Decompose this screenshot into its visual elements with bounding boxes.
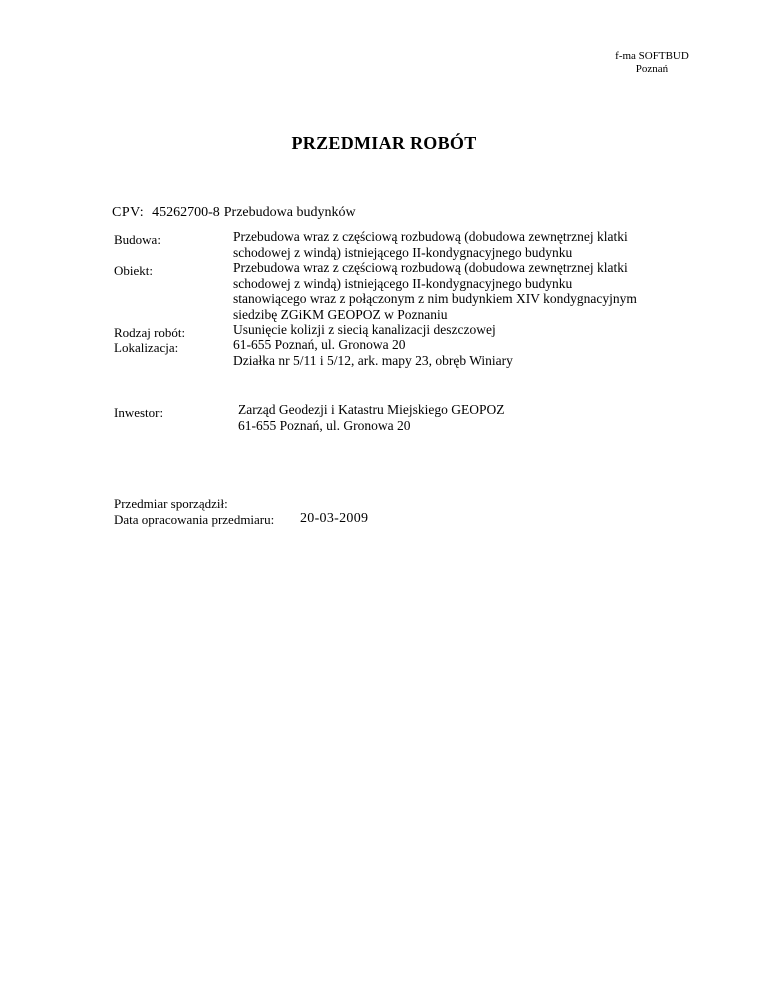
date-label: Data opracowania przedmiaru: xyxy=(114,512,275,527)
inwestor-line: 61-655 Poznań, ul. Gronowa 20 xyxy=(238,418,411,433)
budowa-label: Budowa: xyxy=(114,232,161,247)
cpv-row xyxy=(112,205,356,221)
lokalizacja-line: 61-655 Poznań, ul. Gronowa 20 xyxy=(233,337,406,352)
obiekt-line: stanowiącego wraz z połączonym z nim budynkiem XIV kondygnacyjnym xyxy=(233,291,637,306)
budowa-line: Przebudowa wraz z częściową rozbudową (dobudowa zewnętrznej klatki xyxy=(233,229,628,244)
obiekt-line: Przebudowa wraz z częściową rozbudową (dobudowa zewnętrznej klatki xyxy=(233,260,628,275)
obiekt-line: siedzibę ZGiKM GEOPOZ w Poznaniu xyxy=(233,306,448,322)
rodzaj-label: Rodzaj robót: xyxy=(114,325,186,340)
obiekt-label: Obiekt: xyxy=(114,263,153,278)
cpv-label: CPV: xyxy=(112,205,145,220)
inwestor-line: Zarząd Geodezji i Katastru Miejskiego GEOPOZ xyxy=(238,402,505,417)
firm-header xyxy=(582,50,722,76)
cpv-code: 45262700-8 xyxy=(152,205,220,220)
budowa-value xyxy=(233,229,628,260)
document-title: PRZEDMIAR ROBÓT xyxy=(291,133,477,153)
budowa-line: schodowej z windą) istniejącego II-kondygnacyjnego budynku xyxy=(233,244,573,260)
prepared-by-label: Przedmiar sporządził: xyxy=(114,496,228,511)
firm-city: Poznań xyxy=(635,63,669,75)
lokalizacja-value xyxy=(233,337,513,368)
inwestor-value xyxy=(238,402,505,434)
lokalizacja-line: Działka nr 5/11 i 5/12, ark. mapy 23, obręb Winiary xyxy=(233,352,513,368)
obiekt-line: schodowej z windą) istniejącego II-kondygnacyjnego budynku xyxy=(233,275,573,291)
cpv-description: Przebudowa budynków xyxy=(223,205,356,220)
inwestor-label: Inwestor: xyxy=(114,405,164,420)
date-value: 20-03-2009 xyxy=(300,511,369,526)
lokalizacja-label: Lokalizacja: xyxy=(114,340,179,355)
firm-name: f-ma SOFTBUD xyxy=(615,50,689,62)
rodzaj-value: Usunięcie kolizji z siecią kanalizacji deszczowej xyxy=(233,322,496,337)
obiekt-value xyxy=(233,260,637,322)
